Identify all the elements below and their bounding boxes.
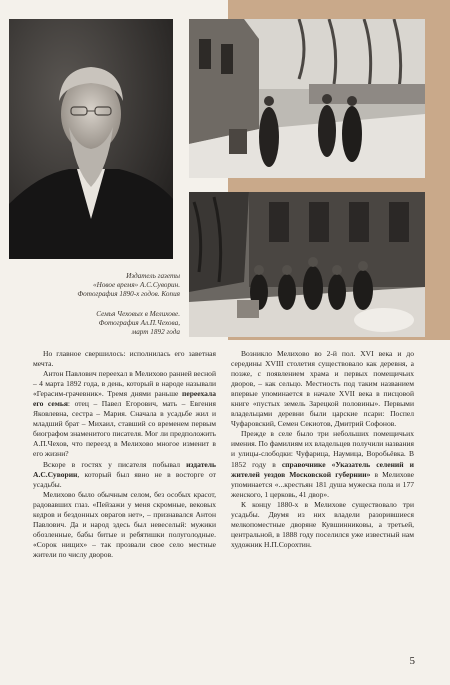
caption-line: Фотография Ал.П.Чехова, — [98, 319, 180, 327]
text-run: , который был явно не в восторге от усадьбы. — [33, 469, 216, 489]
paragraph: Возникло Мелихово во 2-й пол. XVI века и до середины XVIII столетия существовало как деревня, а позже, с появлением храма и первых помещичьих дворов, – как сельцо. Местность под таким названием впервые упоминается в начале XVII века в писцовой книге «пустых земель Зарецкой половины». Первыми владельцами деревни были царские псари: Поспел Чуфаровский, Семен Секиотов, Дмитрий Софонов. — [231, 349, 414, 429]
text-run: Вскоре в гостях у писателя побывал — [43, 459, 187, 469]
paragraph — [231, 429, 414, 499]
photo-suvorin-portrait — [9, 19, 173, 259]
paragraph: Мелихово было обычным селом, без особых красот, радовавших глаз. «Пейзажи у меня скромные, вековых кедров и бездонных оврагов нет», – признавался Антон Павлович. Да и народ здесь был невеселый: мужики обозленные, бабы битые и ребятишки полуголодные. «Сорок нищих» – так прозвали свое село местные жители по числу дворов. — [33, 489, 216, 559]
bold-term: издатель А.С.Суворин — [33, 459, 216, 479]
text-run: Прежде в селе было три небольших помещичьих имения. По фамилиям их владельцев получили названия и улицы-слободки: Чуфарица, Наумица, Воробьёвка. В 1852 году в — [231, 429, 414, 469]
bold-term: справочнике «Указатель селений и жителей уездов Московской губернии» — [231, 459, 414, 479]
text-column-left — [33, 349, 216, 560]
caption-line: Фотография 1890-х годов. Копия — [77, 290, 180, 298]
caption-line: «Новое время» А.С.Суворин. — [93, 281, 180, 289]
text-run: в Мелихове упоминается «...крестьян 181 душа мужеска пола и 177 женского, 1 церковь, 41 двор». — [231, 469, 414, 499]
caption-suvorin — [20, 272, 180, 299]
paragraph: Но главное свершилось: исполнилась его заветная мечта. — [33, 349, 216, 369]
caption-line: Издатель газеты — [126, 272, 180, 280]
text-column-right — [231, 349, 414, 550]
caption-family — [20, 310, 180, 337]
page-number: 5 — [409, 655, 415, 667]
text-run: : отец – Павел Егорович, мать – Евгения Яковлевна, сестра – Мария. Сначала в усадьбе жил и младший брат – Михаил, ставший со временем первым биографом знаменитого писателя. Мог ли предположить А.П.Чехов, что переезд в Мелихово многое изменит в его жизни? — [33, 399, 216, 459]
paragraph — [33, 369, 216, 459]
paragraph: К концу 1880-х в Мелихове существовало три усадьбы. Двумя из них владели разорившиеся мелкопоместные дворяне Кувшинниковы, а третьей, центральной, в 1888 году поселился уже известный нам художник Н.П.Сорохтин. — [231, 499, 414, 549]
caption-line: Семья Чеховых в Мелихове. — [96, 310, 180, 318]
bold-term: переехала его семья — [33, 389, 216, 409]
caption-line: март 1892 года — [131, 328, 180, 336]
paragraph — [33, 460, 216, 490]
text-run: Антон Павлович переехал в Мелихово ранней весной – 4 марта 1892 года, в день, который в народе называли «Герасим-грачевник». Тремя днями раньше — [33, 369, 216, 399]
photo-winter-street — [189, 19, 425, 178]
photo-chekhov-family — [189, 192, 425, 337]
